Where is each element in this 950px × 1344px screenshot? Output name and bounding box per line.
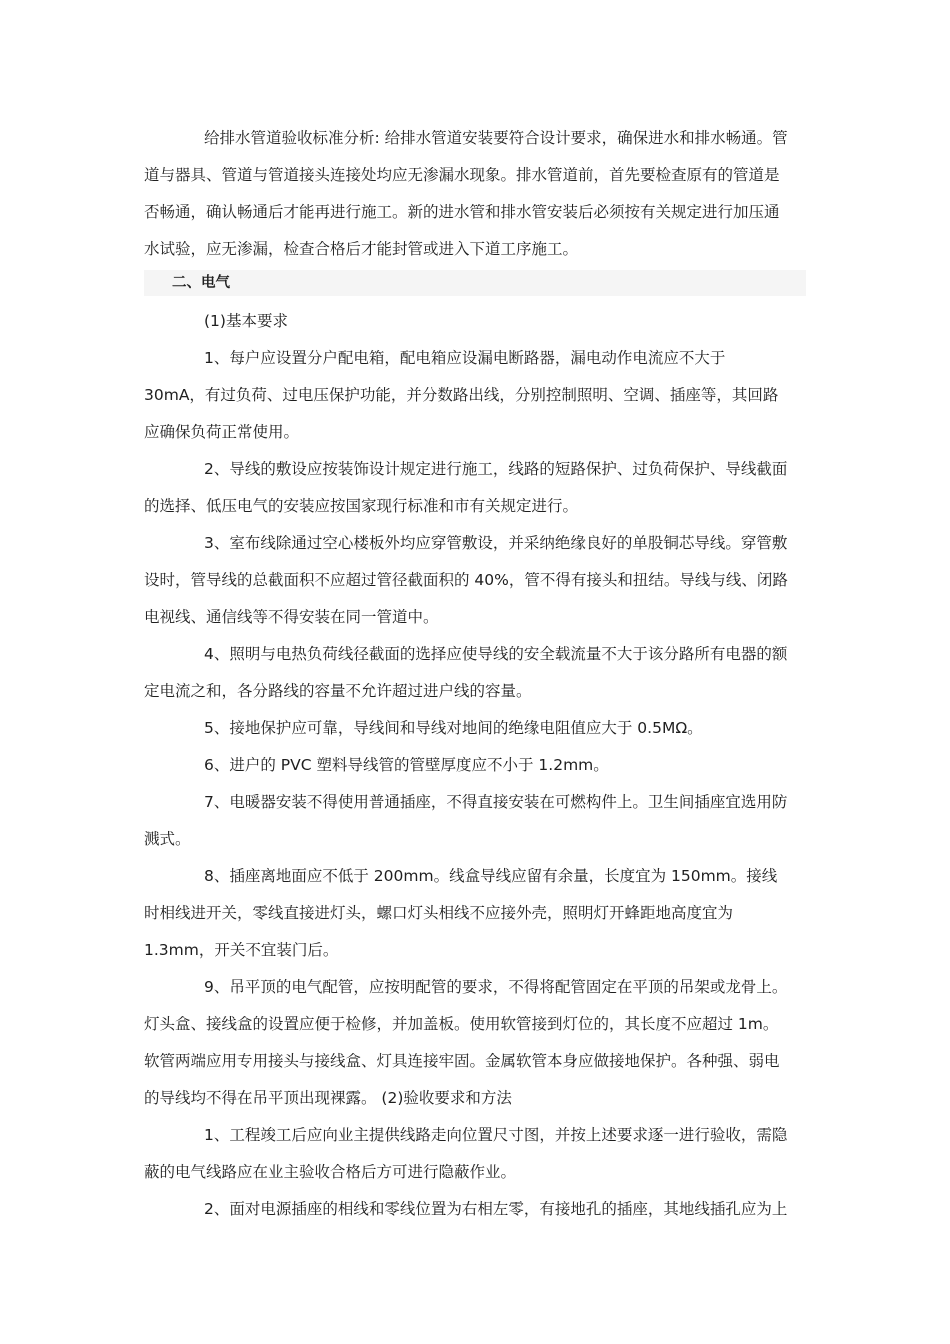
paragraph-line: 水试验，应无渗漏，检查合格后才能封管或进入下道工序施工。 xyxy=(144,240,579,258)
paragraph-line: 9、吊平顶的电气配管，应按明配管的要求，不得将配管固定在平顶的吊架或龙骨上。 xyxy=(204,978,788,996)
paragraph-line: 设时，管导线的总截面积不应超过管径截面积的 40%，管不得有接头和扭结。导线与线、闭路 xyxy=(144,571,788,589)
paragraph-line: 时相线进开关，零线直接进灯头，螺口灯头相线不应接外壳，照明灯开蜂距地高度宜为 xyxy=(144,904,734,922)
section-heading: 二、电气 xyxy=(144,270,806,296)
paragraph-line: 7、电暖器安装不得使用普通插座，不得直接安装在可燃构件上。卫生间插座宜选用防 xyxy=(204,793,788,811)
paragraph-line: 5、接地保护应可靠，导线间和导线对地间的绝缘电阻值应大于 0.5MΩ。 xyxy=(204,719,703,737)
paragraph-line: 溅式。 xyxy=(144,830,191,848)
paragraph-line: 蔽的电气线路应在业主验收合格后方可进行隐蔽作业。 xyxy=(144,1163,517,1181)
paragraph-line: 6、进户的 PVC 塑料导线管的管壁厚度应不小于 1.2mm。 xyxy=(204,756,609,774)
paragraph-line: 给排水管道验收标准分析: 给排水管道安装要符合设计要求，确保进水和排水畅通。管 xyxy=(204,129,788,147)
paragraph-line: 1.3mm，开关不宜装门后。 xyxy=(144,941,339,959)
document-page xyxy=(144,120,806,1228)
paragraph-line: 灯头盒、接线盒的设置应便于检修，并加盖板。使用软管接到灯位的，其长度不应超过 1m。 xyxy=(144,1015,779,1033)
paragraph-line: 的导线均不得在吊平顶出现裸露。 (2)验收要求和方法 xyxy=(144,1089,512,1107)
paragraph-line: 3、室布线除通过空心楼板外均应穿管敷设，并采纳绝缘良好的单股铜芯导线。穿管敷 xyxy=(204,534,788,552)
paragraph-line: 1、每户应设置分户配电箱，配电箱应设漏电断路器，漏电动作电流应不大于 xyxy=(204,349,726,367)
paragraph-line: 定电流之和，各分路线的容量不允许超过进户线的容量。 xyxy=(144,682,532,700)
subheading-line: (1)基本要求 xyxy=(204,312,288,330)
paragraph-line: 2、面对电源插座的相线和零线位置为右相左零，有接地孔的插座，其地线插孔应为上 xyxy=(204,1200,788,1218)
paragraph-line: 电视线、通信线等不得安装在同一管道中。 xyxy=(144,608,439,626)
paragraph-line: 1、工程竣工后应向业主提供线路走向位置尺寸图，并按上述要求逐一进行验收，需隐 xyxy=(204,1126,788,1144)
paragraph-line: 30mA，有过负荷、过电压保护功能，并分数路出线，分别控制照明、空调、插座等，其回路 xyxy=(144,386,779,404)
paragraph-line: 的选择、低压电气的安装应按国家现行标准和市有关规定进行。 xyxy=(144,497,579,515)
paragraph-line: 应确保负荷正常使用。 xyxy=(144,423,300,441)
paragraph-line: 4、照明与电热负荷线径截面的选择应使导线的安全载流量不大于该分路所有电器的额 xyxy=(204,645,788,663)
paragraph-line: 道与器具、管道与管道接头连接处均应无渗漏水现象。排水管道前，首先要检查原有的管道是 xyxy=(144,166,780,184)
paragraph-line: 2、导线的敷设应按装饰设计规定进行施工，线路的短路保护、过负荷保护、导线截面 xyxy=(204,460,788,478)
paragraph-line: 8、插座离地面应不低于 200mm。线盒导线应留有余量，长度宜为 150mm。接线 xyxy=(204,867,778,885)
paragraph-line: 否畅通，确认畅通后才能再进行施工。新的进水管和排水管安装后必须按有关规定进行加压通 xyxy=(144,203,780,221)
paragraph-line: 软管两端应用专用接头与接线盒、灯具连接牢固。金属软管本身应做接地保护。各种强、弱电 xyxy=(144,1052,780,1070)
